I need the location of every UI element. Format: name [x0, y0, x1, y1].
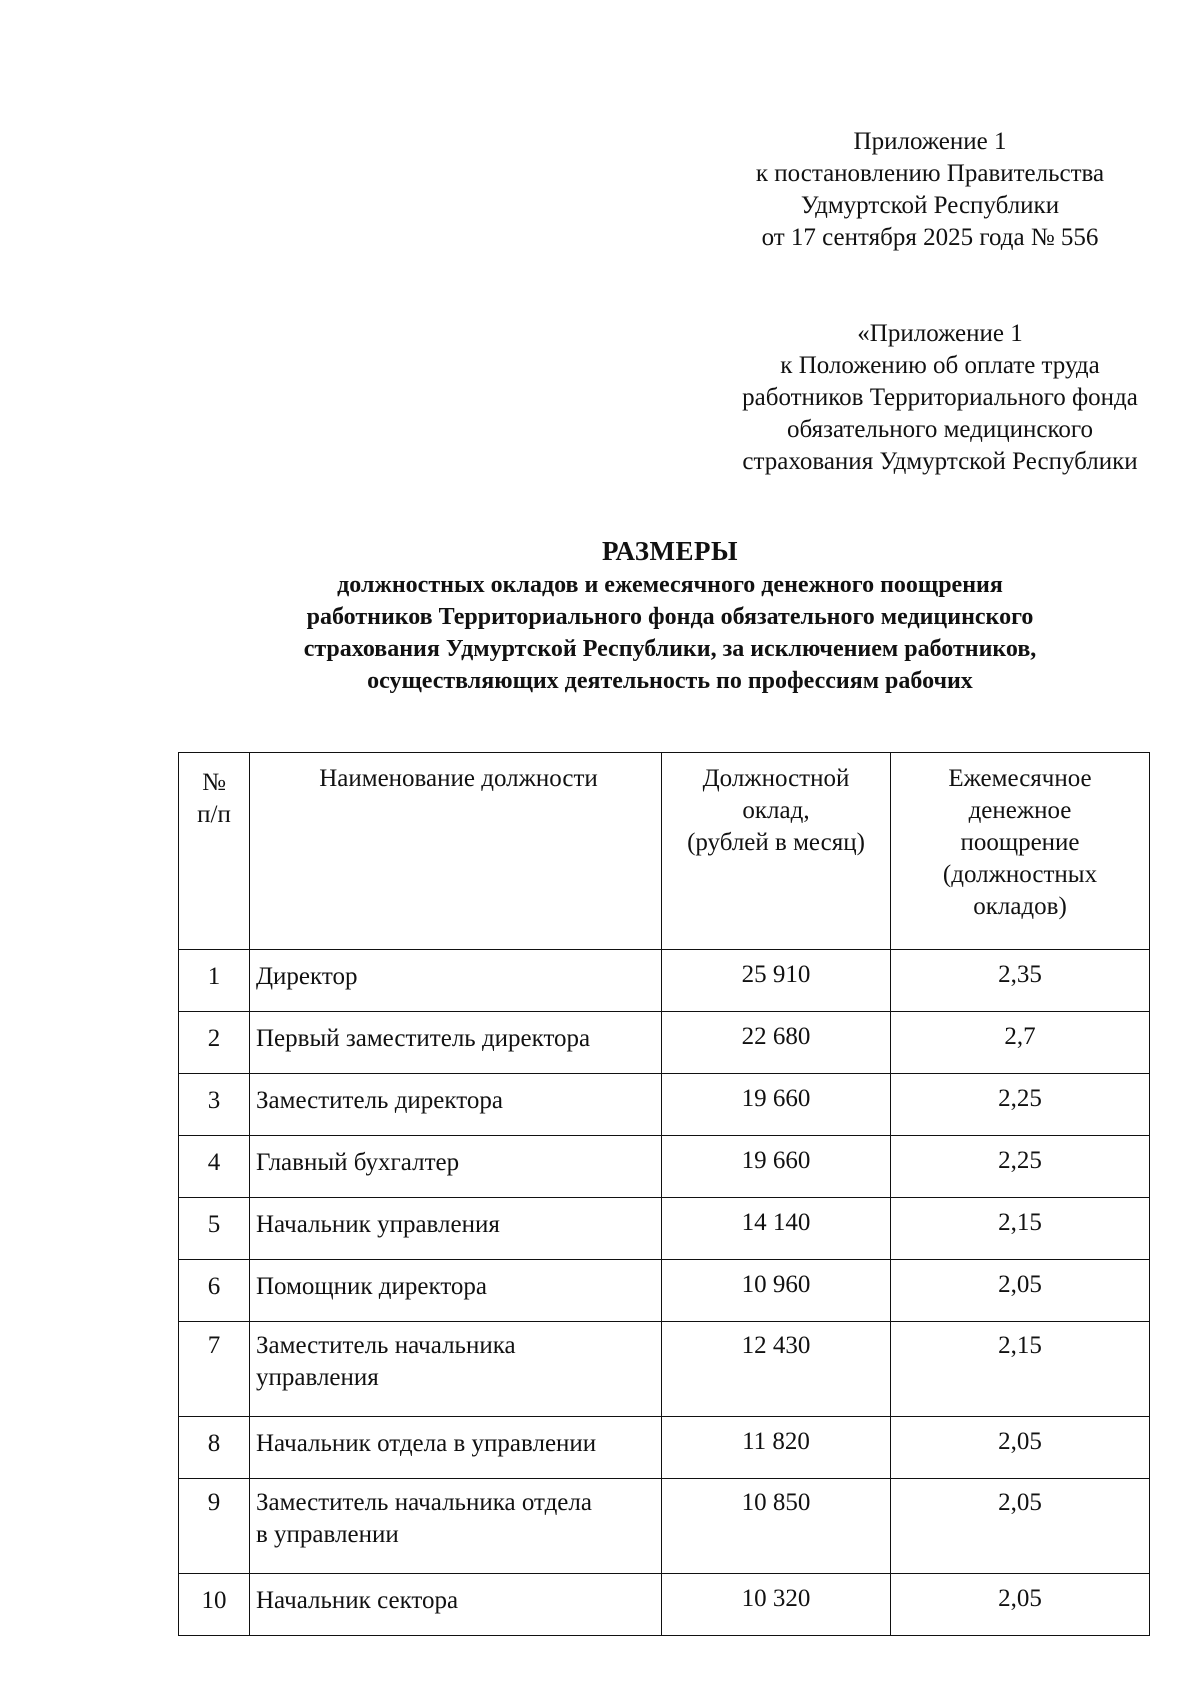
row-bonus: 2,05 — [891, 1417, 1150, 1479]
row-name-line: в управлении — [256, 1521, 399, 1548]
appendix-regulation-line: «Приложение 1 — [857, 320, 1023, 347]
row-salary: 11 820 — [662, 1417, 891, 1479]
header-name-text: Наименование должности — [319, 765, 598, 792]
row-bonus: 2,35 — [891, 950, 1150, 1012]
table-row — [179, 1260, 1150, 1322]
row-name — [250, 1417, 662, 1479]
row-salary: 10 960 — [662, 1260, 891, 1322]
document-title — [120, 533, 1200, 697]
row-name — [250, 1322, 662, 1417]
row-bonus: 2,25 — [891, 1074, 1150, 1136]
header-salary-line: Должностной — [702, 765, 850, 792]
table-header-row — [179, 753, 1150, 950]
appendix-header-line: Приложение 1 — [853, 128, 1007, 155]
appendix-header-line: от 17 сентября 2025 года № 556 — [761, 224, 1099, 251]
row-name-line: Заместитель директора — [256, 1087, 503, 1114]
table-row — [179, 1417, 1150, 1479]
row-name — [250, 1260, 662, 1322]
row-salary: 10 320 — [662, 1574, 891, 1636]
row-bonus: 2,15 — [891, 1322, 1150, 1417]
row-name — [250, 1198, 662, 1260]
row-num: 1 — [179, 950, 250, 1012]
row-name — [250, 1074, 662, 1136]
row-name — [250, 1012, 662, 1074]
row-salary: 19 660 — [662, 1074, 891, 1136]
row-num: 4 — [179, 1136, 250, 1198]
row-salary: 25 910 — [662, 950, 891, 1012]
row-name-line: Помощник директора — [256, 1273, 488, 1300]
title-main: РАЗМЕРЫ — [601, 536, 739, 566]
row-num: 8 — [179, 1417, 250, 1479]
row-name-line: управления — [256, 1364, 379, 1391]
header-bonus-line: поощрение — [960, 829, 1080, 856]
table-row — [179, 1198, 1150, 1260]
table-row — [179, 1136, 1150, 1198]
row-num: 3 — [179, 1074, 250, 1136]
header-num — [179, 753, 250, 950]
row-salary: 12 430 — [662, 1322, 891, 1417]
row-bonus: 2,05 — [891, 1574, 1150, 1636]
table-row — [179, 1012, 1150, 1074]
table-row — [179, 1574, 1150, 1636]
row-name-line: Первый заместитель директора — [256, 1025, 591, 1052]
title-sub-line: страхования Удмуртской Республики, за исключением работников, — [303, 636, 1037, 662]
appendix-regulation-line: к Положению об оплате труда — [780, 352, 1100, 379]
table-row — [179, 1322, 1150, 1417]
appendix-header-line: к постановлению Правительства — [755, 160, 1105, 187]
appendix-regulation-line: страхования Удмуртской Республики — [742, 448, 1138, 475]
row-salary: 14 140 — [662, 1198, 891, 1260]
row-salary: 22 680 — [662, 1012, 891, 1074]
row-name — [250, 950, 662, 1012]
appendix-regulation-line: работников Территориального фонда — [742, 384, 1138, 411]
table-row — [179, 1479, 1150, 1574]
row-name — [250, 1574, 662, 1636]
row-name-line: Начальник сектора — [256, 1587, 459, 1614]
row-name-line: Заместитель начальника отдела — [256, 1489, 592, 1516]
row-name-line: Директор — [256, 963, 358, 990]
row-num: 10 — [179, 1574, 250, 1636]
header-bonus-line: Ежемесячное — [948, 765, 1092, 792]
row-name — [250, 1136, 662, 1198]
table-row — [179, 950, 1150, 1012]
row-name-line: Заместитель начальника — [256, 1332, 516, 1359]
row-num: 7 — [179, 1322, 250, 1417]
title-sub-line: должностных окладов и ежемесячного денежного поощрения — [337, 572, 1003, 598]
header-salary — [662, 753, 891, 950]
row-bonus: 2,25 — [891, 1136, 1150, 1198]
title-sub-line: работников Территориального фонда обязательного медицинского — [306, 604, 1034, 630]
header-bonus — [891, 753, 1150, 950]
row-num: 5 — [179, 1198, 250, 1260]
row-bonus: 2,05 — [891, 1260, 1150, 1322]
appendix-regulation-line: обязательного медицинского — [786, 416, 1093, 443]
row-salary: 19 660 — [662, 1136, 891, 1198]
header-bonus-line: (должностных — [942, 861, 1098, 888]
appendix-regulation — [680, 318, 1200, 478]
header-bonus-line: окладов) — [973, 893, 1067, 920]
row-name-line: Главный бухгалтер — [256, 1149, 460, 1176]
row-bonus: 2,05 — [891, 1479, 1150, 1574]
table-row — [179, 1074, 1150, 1136]
row-name — [250, 1479, 662, 1574]
appendix-header-line: Удмуртской Республики — [800, 192, 1060, 219]
row-num: 2 — [179, 1012, 250, 1074]
header-num-line: № — [202, 769, 226, 796]
salary-table — [178, 752, 1150, 1636]
row-bonus: 2,7 — [891, 1012, 1150, 1074]
header-num-line: п/п — [197, 801, 231, 828]
row-num: 9 — [179, 1479, 250, 1574]
appendix-header — [700, 126, 1160, 254]
header-salary-line: оклад, — [742, 797, 810, 824]
header-salary-line: (рублей в месяц) — [687, 829, 865, 856]
row-salary: 10 850 — [662, 1479, 891, 1574]
row-name-line: Начальник отдела в управлении — [256, 1430, 597, 1457]
header-name — [250, 753, 662, 950]
row-num: 6 — [179, 1260, 250, 1322]
header-bonus-line: денежное — [968, 797, 1072, 824]
row-name-line: Начальник управления — [256, 1211, 500, 1238]
title-sub-line: осуществляющих деятельность по профессиям рабочих — [367, 668, 973, 694]
row-bonus: 2,15 — [891, 1198, 1150, 1260]
